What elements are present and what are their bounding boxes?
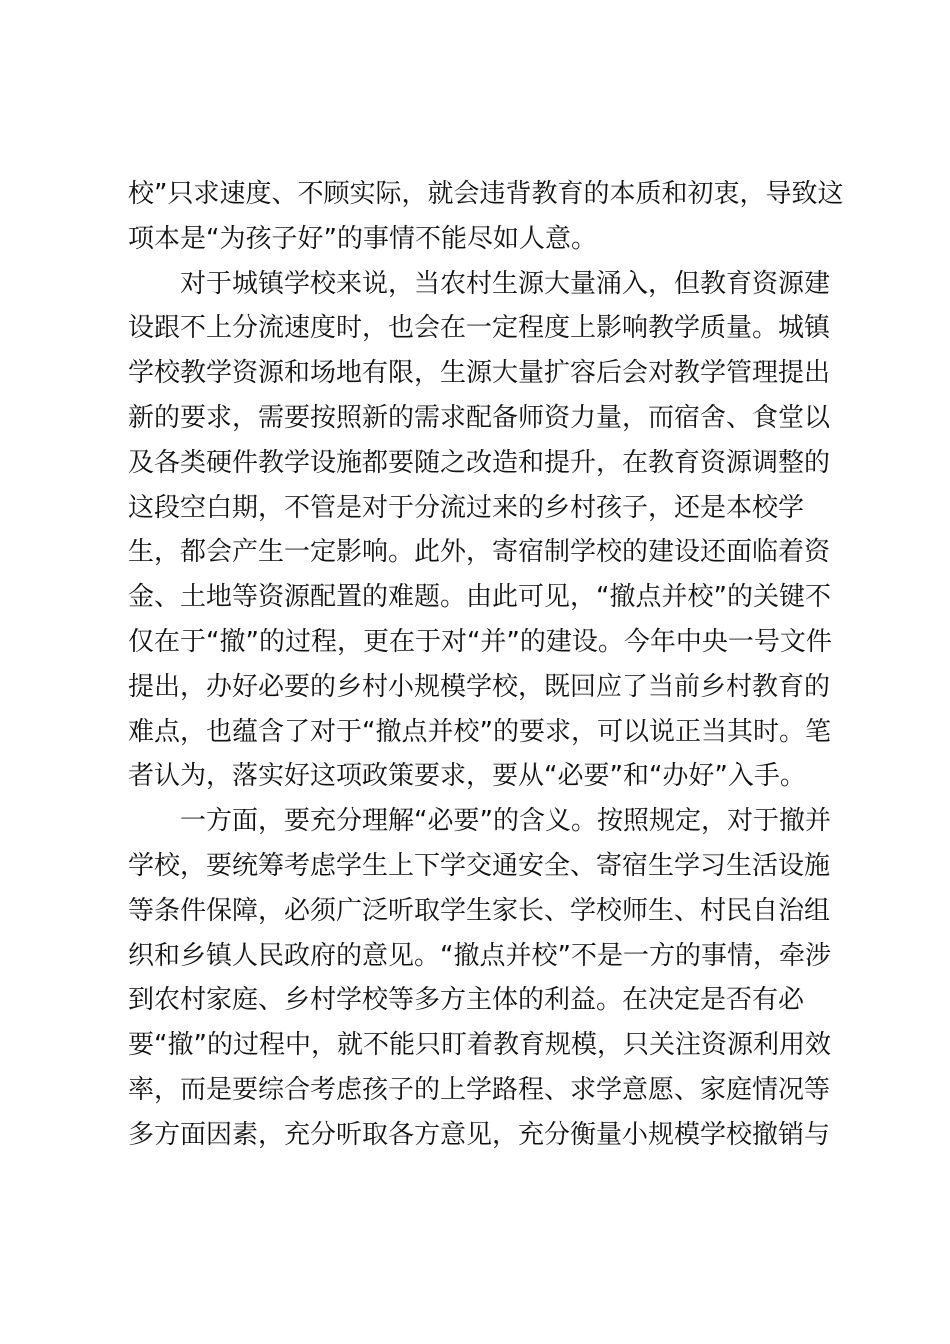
text-line: 项本是“为孩子好”的事情不能尽如人意。 [128,223,597,254]
paragraph-1 [128,172,844,262]
text-line: 到农村家庭、乡村学校等多方主体的利益。在决定是否有必 [128,985,805,1016]
text-line: 仅在于“撤”的过程，更在于对“并”的建设。今年中央一号文件 [128,626,832,657]
text-line: 多方面因素，充分听取各方意见，充分衡量小规模学校撤销与 [128,1119,831,1150]
text-line: 学校，要统筹考虑学生上下学交通安全、寄宿生学习生活设施 [128,850,831,881]
text-line: 一方面，要充分理解“必要”的含义。按照规定，对于撤并 [180,806,831,837]
text-line: 率，而是要综合考虑孩子的上学路程、求学意愿、家庭情况等 [128,1074,831,1105]
text-line: 等条件保障，必须广泛听取学生家长、学校师生、村民自治组 [128,895,831,926]
text-line: 学校教学资源和场地有限，生源大量扩容后会对教学管理提出 [128,358,831,389]
text-line: 这段空白期，不管是对于分流过来的乡村孩子，还是本校学 [128,492,805,523]
text-line: 生，都会产生一定影响。此外，寄宿制学校的建设还面临着资 [128,537,831,568]
text-line: 难点，也蕴含了对于“撤点并校”的要求，可以说正当其时。笔 [128,716,831,747]
text-line: 及各类硬件教学设施都要随之改造和提升，在教育资源调整的 [128,447,831,478]
text-line: 金、土地等资源配置的难题。由此可见，“撤点并校”的关键不 [128,582,831,613]
text-line: 设跟不上分流速度时，也会在一定程度上影响教学质量。城镇 [128,313,831,344]
paragraph-3 [128,799,831,1157]
body-text [128,172,844,1158]
text-line: 校”只求速度、不顾实际，就会违背教育的本质和初衷，导致这 [128,179,844,209]
text-line: 者认为，落实好这项政策要求，要从“必要”和“办好”入手。 [128,761,806,792]
text-line: 织和乡镇人民政府的意见。“撤点并校”不是一方的事情，牵涉 [128,940,831,971]
text-line: 提出，办好必要的乡村小规模学校，既回应了当前乡村教育的 [128,671,831,702]
text-line: 新的要求，需要按照新的需求配备师资力量，而宿舍、食堂以 [128,402,831,433]
paragraph-2 [128,262,832,800]
text-line: 要“撤”的过程中，就不能只盯着教育规模，只关注资源利用效 [128,1030,831,1061]
text-line: 对于城镇学校来说，当农村生源大量涌入，但教育资源建 [180,268,831,299]
